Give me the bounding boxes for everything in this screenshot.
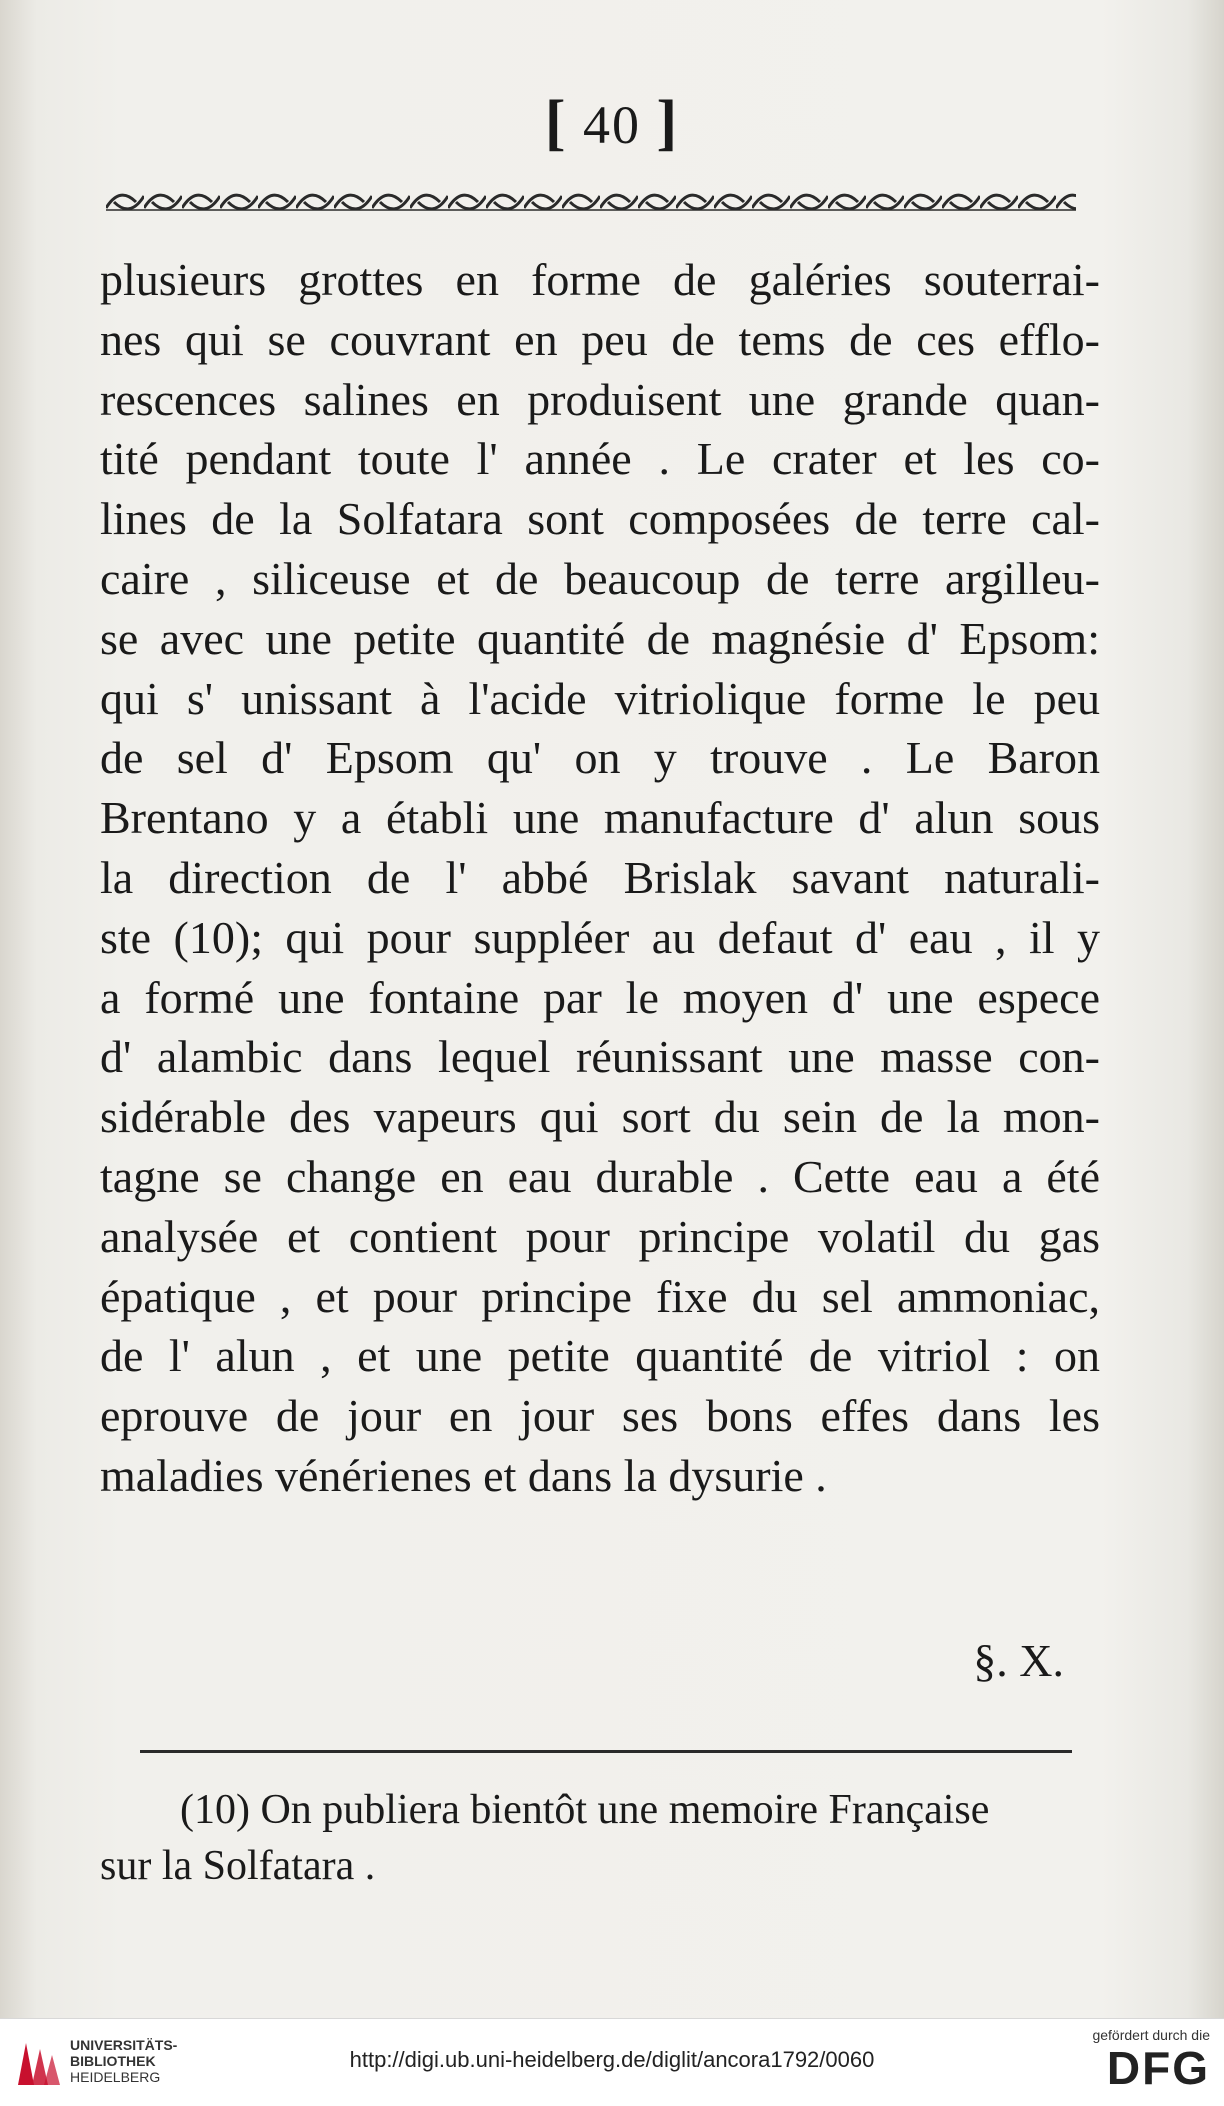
text-line: de l' alun , et une petite quantité de vitriol : on bbox=[100, 1330, 1100, 1382]
permalink-url[interactable]: http://digi.ub.uni-heidelberg.de/diglit/ancora1792/0060 bbox=[349, 2047, 875, 2072]
footnote-line: sur la Solfatara . bbox=[100, 1843, 376, 1889]
text-line: ste (10); qui pour suppléer au defaut d' eau , il y bbox=[100, 911, 1100, 963]
footnote bbox=[100, 1782, 1100, 1894]
text-line: la direction de l' abbé Brislak savant naturali- bbox=[100, 851, 1100, 903]
text-line: a formé une fontaine par le moyen d' une espece bbox=[100, 971, 1100, 1023]
text-line: se avec une petite quantité de magnésie d' Epsom: bbox=[100, 612, 1100, 664]
dfg-logo-icon: DFG bbox=[1106, 2042, 1210, 2094]
text-line: épatique , et pour principe fixe du sel ammoniac, bbox=[100, 1270, 1100, 1322]
library-name-line: UNIVERSITÄTS- bbox=[70, 2037, 178, 2053]
text-line: caire , siliceuse et de beaucoup de terre argilleu- bbox=[100, 552, 1100, 604]
viewer-footer-bar bbox=[0, 2018, 1224, 2106]
page-number: 40 bbox=[583, 95, 641, 155]
text-line: de sel d' Epsom qu' on y trouve . Le Baron bbox=[100, 732, 1100, 784]
text-line: Brentano y a établi une manufacture d' alun sous bbox=[100, 792, 1100, 844]
footnote-separator-rule bbox=[140, 1750, 1072, 1753]
library-name-line: HEIDELBERG bbox=[70, 2069, 161, 2085]
text-line: analysée et contient pour principe volatil du gas bbox=[100, 1210, 1100, 1262]
page-number-header bbox=[0, 88, 1224, 159]
text-line: tité pendant toute l' année . Le crater et les co- bbox=[100, 433, 1100, 485]
text-line: lines de la Solfatara sont composées de terre cal- bbox=[100, 493, 1100, 545]
section-heading-next: §. X. bbox=[973, 1635, 1064, 1686]
text-line: tagne se change en eau durable . Cette eau a été bbox=[100, 1150, 1100, 1202]
text-line: maladies vénérienes et dans la dysurie . bbox=[100, 1449, 827, 1501]
text-line: d' alambic dans lequel réunissant une masse con- bbox=[100, 1031, 1100, 1083]
library-name-line: BIBLIOTHEK bbox=[70, 2053, 156, 2069]
footnote-line: (10) On publiera bientôt une memoire Française bbox=[180, 1787, 990, 1833]
text-line: sidérable des vapeurs qui sort du sein de la mon- bbox=[100, 1091, 1100, 1143]
text-line: plusieurs grottes en forme de galéries souterrai- bbox=[100, 254, 1100, 305]
header-open-bracket: [ bbox=[544, 89, 568, 157]
text-line: eprouve de jour en jour ses bons effes dans les bbox=[100, 1390, 1100, 1442]
text-line: nes qui se couvrant en peu de tems de ces efflo- bbox=[100, 313, 1100, 365]
funder-block bbox=[1092, 2027, 1210, 2093]
funding-note: gefördert durch die bbox=[1092, 2027, 1210, 2043]
text-line: qui s' unissant à l'acide vitriolique forme le peu bbox=[100, 672, 1100, 724]
decorative-rule-ornament bbox=[106, 190, 1076, 214]
header-close-bracket: ] bbox=[656, 89, 680, 157]
body-text bbox=[100, 250, 1100, 1506]
text-line: rescences salines en produisent une grande quan- bbox=[100, 373, 1100, 425]
